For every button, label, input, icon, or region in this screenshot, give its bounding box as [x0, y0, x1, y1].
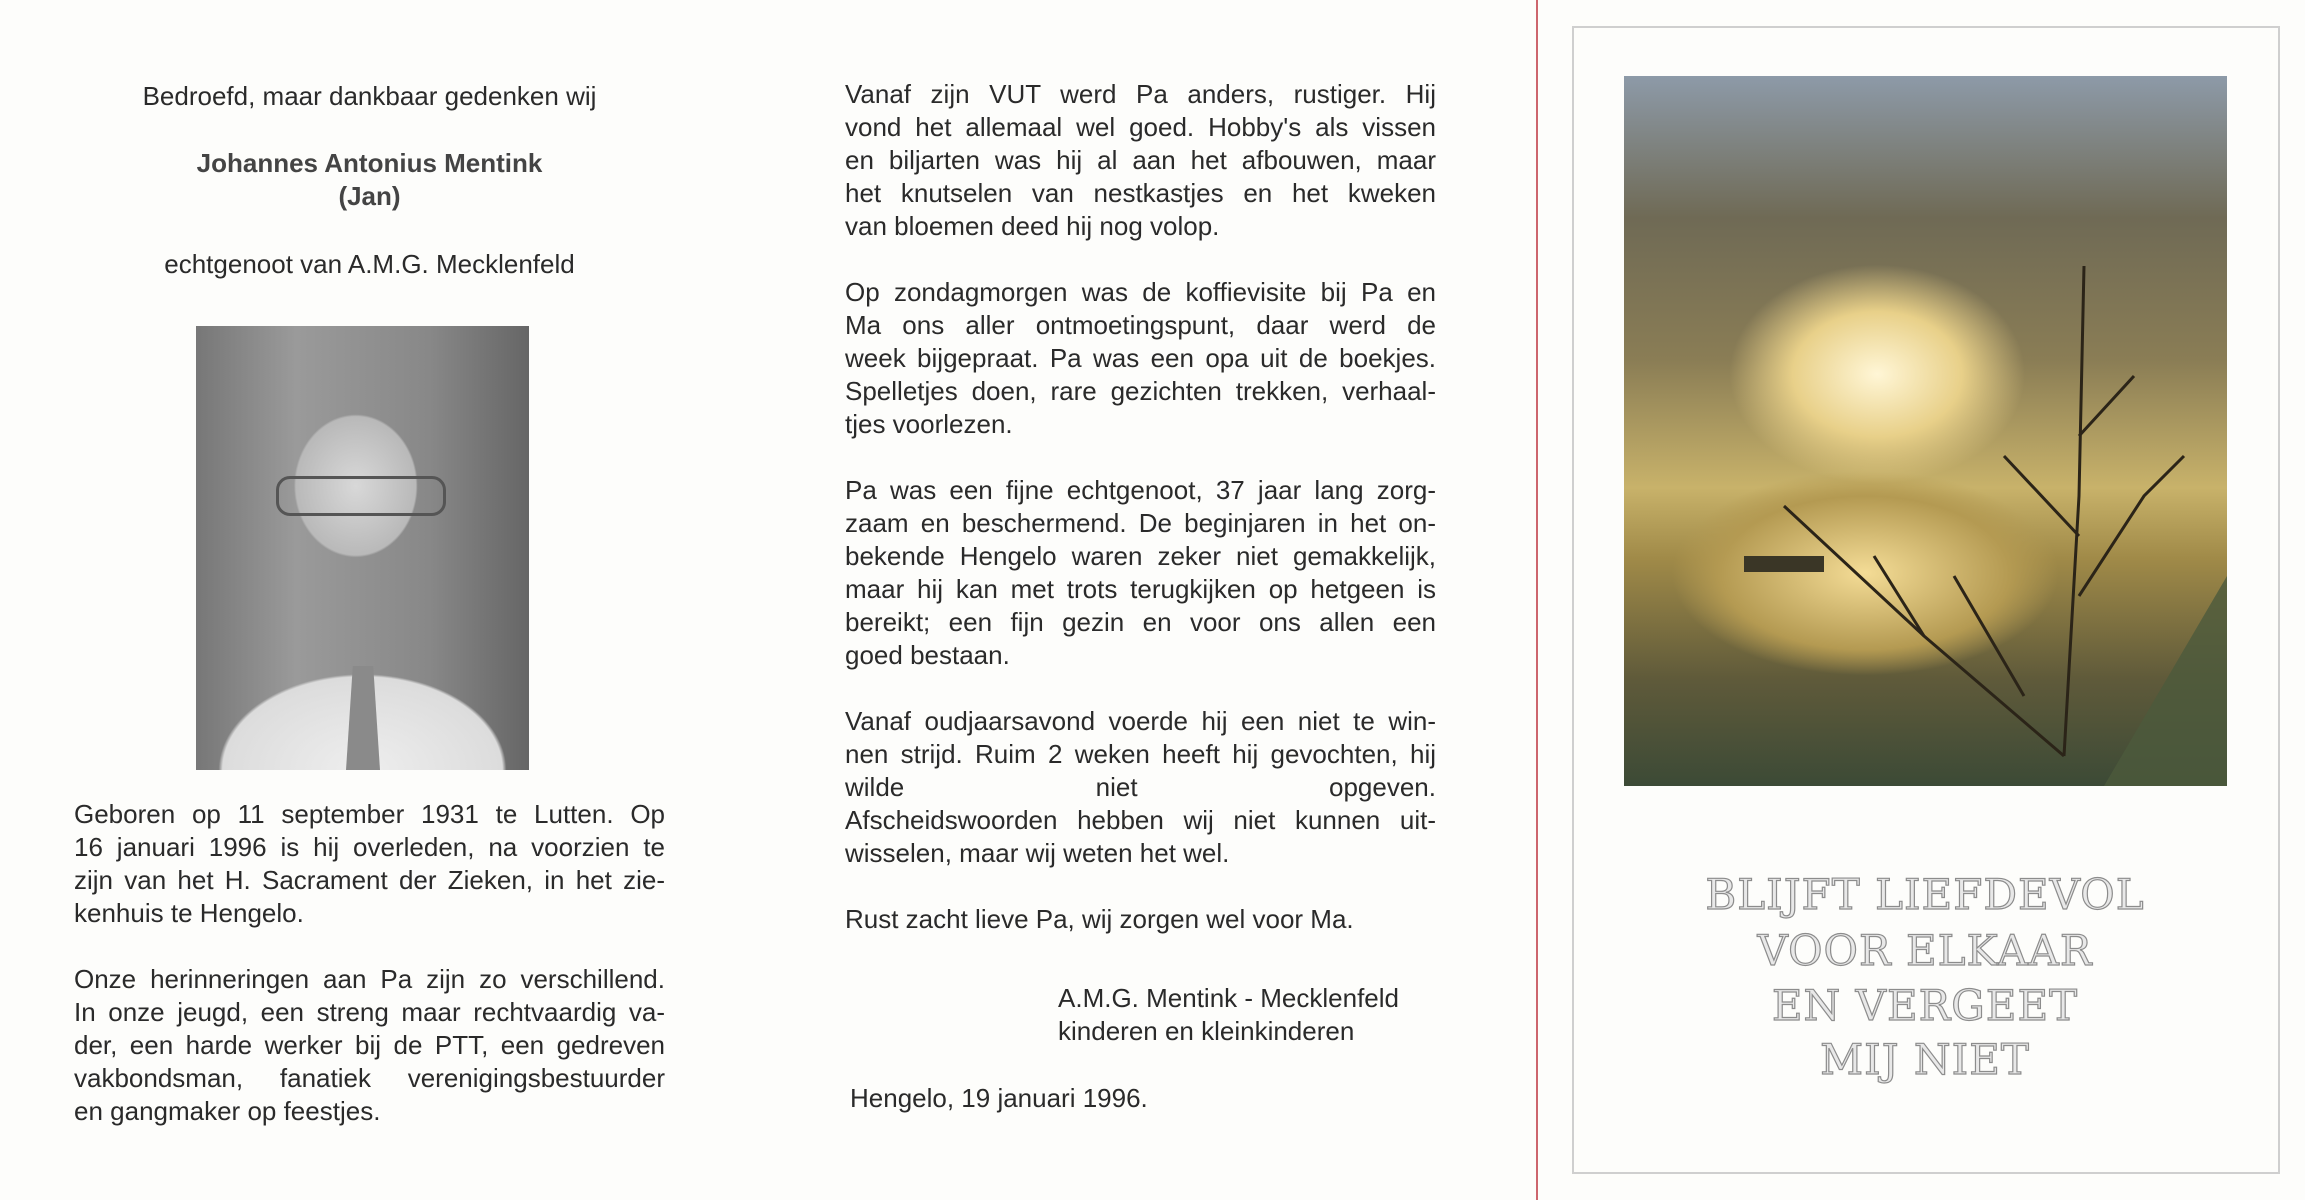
- motto-line: BLIJFT LIEFDEVOL: [1705, 870, 2145, 919]
- text-line: Spelletjes doen, rare gezichten trekken, verhaal-: [845, 376, 1436, 406]
- text-line: der, een harde werker bij de PTT, een gedreven: [74, 1030, 665, 1060]
- text-line: zijn van het H. Sacrament der Zieken, in het zie-: [74, 865, 665, 895]
- text-line: In onze jeugd, een streng maar rechtvaardig va-: [74, 997, 665, 1027]
- text-line: Onze herinneringen aan Pa zijn zo verschillend.: [74, 964, 665, 994]
- signature-line: A.M.G. Mentink - Mecklenfeld: [1058, 983, 1399, 1013]
- motto-line: EN VERGEET: [1771, 981, 2079, 1030]
- lake-sunset-photo: [1624, 76, 2227, 786]
- motto-line: VOOR ELKAAR: [1757, 926, 2093, 975]
- text-line: wilde niet opgeven.: [845, 772, 1436, 802]
- signature: [1058, 982, 1399, 1048]
- portrait-photo: [196, 326, 529, 770]
- text-line: Ma ons aller ontmoetingspunt, daar werd de: [845, 310, 1436, 340]
- intro-text: Bedroefd, maar dankbaar gedenken wij: [142, 81, 597, 111]
- text-line: van bloemen deed hij nog volop.: [845, 211, 1220, 241]
- signature-line: kinderen en kleinkinderen: [1058, 1016, 1355, 1046]
- place-date: Hengelo, 19 januari 1996.: [850, 1083, 1148, 1113]
- text-line: maar hij kan met trots terugkijken op hetgeen is: [845, 574, 1436, 604]
- text-line: 16 januari 1996 is hij overleden, na voorzien te: [74, 832, 665, 862]
- left-column-header: [74, 80, 665, 281]
- text-line: tjes voorlezen.: [845, 409, 1013, 439]
- text-line: het knutselen van nestkastjes en het kweken: [845, 178, 1436, 208]
- left-column-text: [74, 798, 665, 1161]
- paragraph: [845, 276, 1436, 441]
- text-line: Vanaf oudjaarsavond voerde hij een niet te win-: [845, 706, 1436, 736]
- paragraph: [74, 963, 665, 1128]
- text-line: goed bestaan.: [845, 640, 1010, 670]
- text-line: zaam en beschermend. De beginjaren in het on-: [845, 508, 1436, 538]
- text-line: Op zondagmorgen was de koffievisite bij Pa en: [845, 277, 1436, 307]
- deceased-name: Johannes Antonius Mentink: [196, 148, 543, 178]
- text-line: nen strijd. Ruim 2 weken heeft hij gevochten, hij: [845, 739, 1436, 769]
- text-line: Vanaf zijn VUT werd Pa anders, rustiger. Hij: [845, 79, 1436, 109]
- fold-divider: [1536, 0, 1538, 1200]
- deceased-nickname: (Jan): [338, 181, 401, 211]
- text-line: Rust zacht lieve Pa, wij zorgen wel voor Ma.: [845, 904, 1354, 934]
- motto-line: MIJ NIET: [1820, 1035, 2030, 1084]
- text-line: Pa was een fijne echtgenoot, 37 jaar lang zorg-: [845, 475, 1436, 505]
- spouse-text: echtgenoot van A.M.G. Mecklenfeld: [164, 249, 575, 279]
- glasses-shape: [276, 476, 446, 516]
- paragraph: [845, 705, 1436, 870]
- paragraph: [74, 798, 665, 930]
- text-line: kenhuis te Hengelo.: [74, 898, 304, 928]
- text-line: week bijgepraat. Pa was een opa uit de boekjes.: [845, 343, 1436, 373]
- text-line: en gangmaker op feestjes.: [74, 1096, 381, 1126]
- text-line: Afscheidswoorden hebben wij niet kunnen uit-: [845, 805, 1436, 835]
- text-line: en biljarten was hij al aan het afbouwen, maar: [845, 145, 1436, 175]
- paragraph: [845, 474, 1436, 672]
- text-line: vakbondsman, fanatiek verenigingsbestuurder: [74, 1063, 665, 1093]
- tie-shape: [346, 666, 380, 770]
- bare-tree-illustration: [1624, 76, 2227, 786]
- text-line: vond het allemaal wel goed. Hobby's als vissen: [845, 112, 1436, 142]
- text-line: bekende Hengelo waren zeker niet gemakkelijk,: [845, 541, 1436, 571]
- paragraph: [845, 78, 1436, 243]
- text-line: bereikt; een fijn gezin en voor ons allen een: [845, 607, 1436, 637]
- text-line: wisselen, maar wij weten het wel.: [845, 838, 1230, 868]
- paragraph: [845, 903, 1436, 936]
- middle-column-text: [845, 78, 1436, 969]
- text-line: Geboren op 11 september 1931 te Lutten. Op: [74, 799, 665, 829]
